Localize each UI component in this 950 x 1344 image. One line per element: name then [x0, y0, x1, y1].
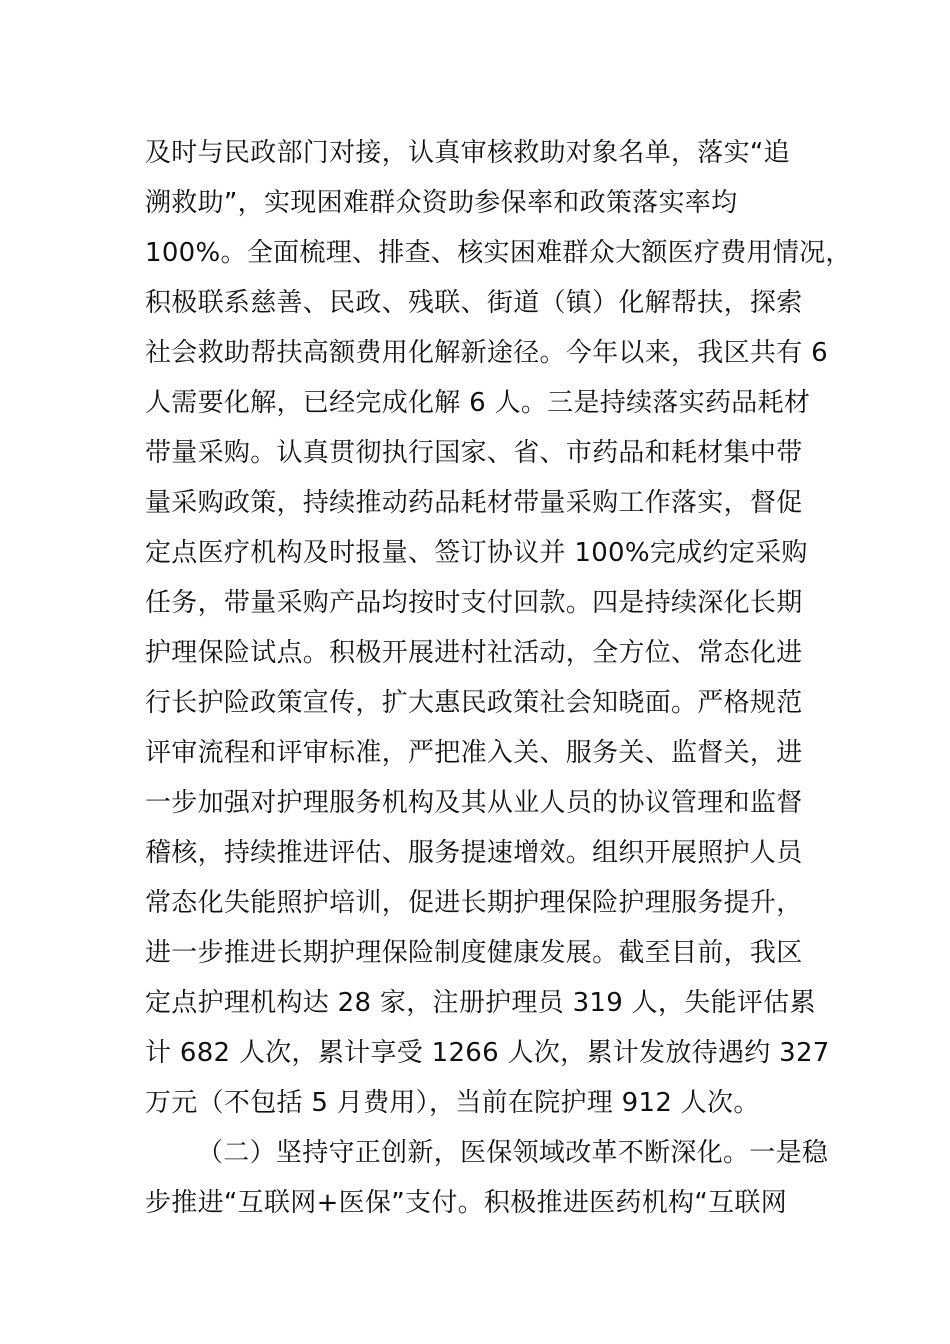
paragraph-line: 人需要化解，已经完成化解 6 人。三是持续落实药品耗材: [145, 388, 811, 418]
paragraph-line: 溯救助”，实现困难群众资助参保率和政策落实率均: [145, 188, 738, 218]
paragraph-line: 稽核，持续推进评估、服务提速增效。组织开展照护人员: [145, 838, 803, 868]
paragraph-line: 量采购政策，持续推动药品耗材带量采购工作落实，督促: [145, 488, 803, 518]
paragraph-line: 一步加强对护理服务机构及其从业人员的协议管理和监督: [145, 788, 803, 818]
paragraph-line: 任务，带量采购产品均按时支付回款。四是持续深化长期: [145, 588, 803, 618]
paragraph-line: 社会救助帮扶高额费用化解新途径。今年以来，我区共有 6: [145, 338, 828, 368]
paragraph-line: 步推进“互联网+医保”支付。积极推进医药机构“互联网: [145, 1188, 787, 1218]
paragraph-line: 定点医疗机构及时报量、签订协议并 100%完成约定采购: [145, 538, 808, 568]
paragraph-line: 护理保险试点。积极开展进村社活动，全方位、常态化进: [145, 638, 803, 668]
section-heading-line: （二）坚持守正创新，医保领域改革不断深化。一是稳: [197, 1138, 829, 1168]
paragraph-line: 及时与民政部门对接，认真审核救助对象名单，落实“追: [145, 138, 790, 168]
paragraph-line: 定点护理机构达 28 家，注册护理员 319 人，失能评估累: [145, 988, 816, 1018]
paragraph-line: 行长护险政策宣传，扩大惠民政策社会知晓面。严格规范: [145, 688, 803, 718]
paragraph-line: 万元（不包括 5 月费用），当前在院护理 912 人次。: [145, 1088, 760, 1118]
paragraph-line: 积极联系慈善、民政、残联、街道（镇）化解帮扶，探索: [145, 288, 803, 318]
paragraph-line: 进一步推进长期护理保险制度健康发展。截至目前，我区: [145, 938, 803, 968]
paragraph-line: 评审流程和评审标准，严把准入关、服务关、监督关，进: [145, 738, 803, 768]
paragraph-line: 带量采购。认真贯彻执行国家、省、市药品和耗材集中带: [145, 438, 803, 468]
paragraph-line: 常态化失能照护培训，促进长期护理保险护理服务提升，: [145, 888, 803, 918]
paragraph-line: 100%。全面梳理、排查、核实困难群众大额医疗费用情况，: [145, 238, 852, 268]
paragraph-line: 计 682 人次，累计享受 1266 人次，累计发放待遇约 327: [145, 1038, 830, 1068]
